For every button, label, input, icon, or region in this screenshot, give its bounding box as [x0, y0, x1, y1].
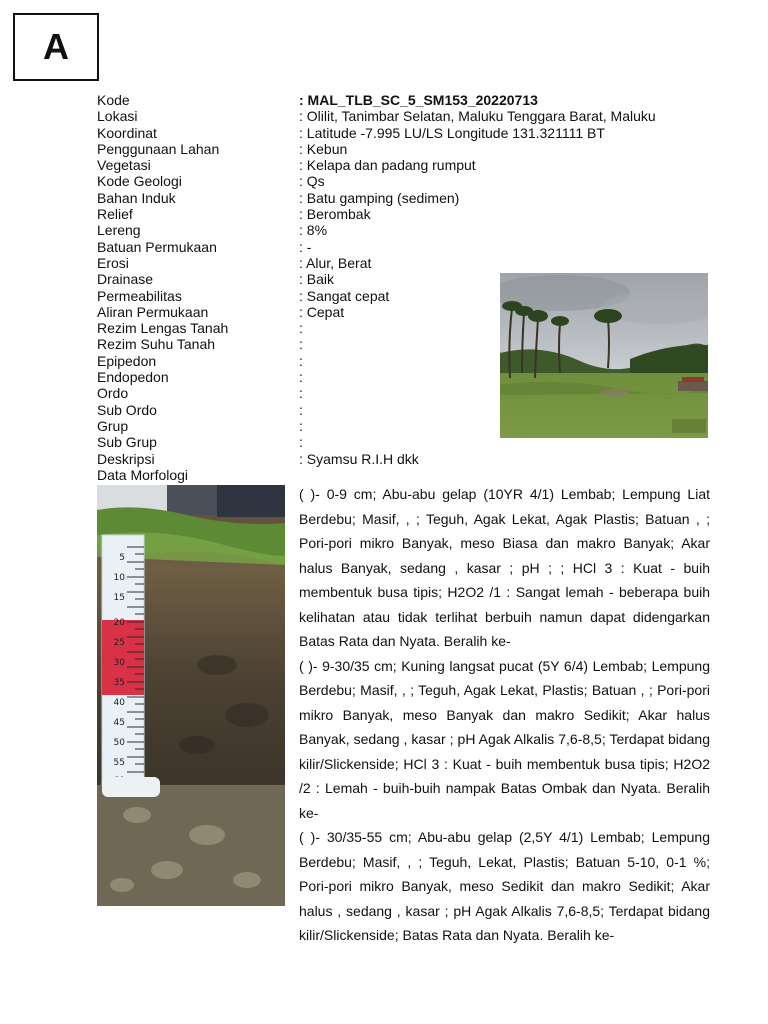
ruler-tick-label: 15 — [113, 593, 125, 603]
field-label: Aliran Permukaan — [97, 303, 209, 320]
field-value: : Batu gamping (sedimen) — [299, 189, 460, 206]
horizon-description: ( )- 0-9 cm; Abu-abu gelap (10YR 4/1) Lembab; Lempung Liat Berdebu; Masif, , ; Teguh, Agak Lekat, Agak Plastis; Batuan , ; Pori-pori mikro Banyak, meso Biasa dan makro Banyak; Akar halus Banyak, sedang , kasar ; pH ; ; HCl 3 : Kuat - buih membentuk busa tipis; H2O2 /1 : Sangat lemah - beberapa buih kelihatan atau tidak terlihat berbuih namun dapat didengarkan Batas Rata dan Nyata. Beralih ke- — [299, 486, 710, 649]
ruler-tick-label: 10 — [113, 573, 125, 583]
field-value: : MAL_TLB_SC_5_SM153_20220713 — [299, 92, 538, 108]
ruler-tick-label: 25 — [113, 638, 125, 648]
field-value: : Olilit, Tanimbar Selatan, Maluku Tenggara Barat, Maluku — [299, 108, 656, 125]
field-label: Vegetasi — [97, 157, 151, 174]
field-value: : — [299, 369, 303, 386]
field-value: : Kelapa dan padang rumput — [299, 157, 476, 174]
field-value: : Sangat cepat — [299, 287, 390, 304]
ruler-tick-label: 55 — [113, 758, 125, 768]
field-label: Rezim Lengas Tanah — [97, 320, 229, 337]
field-row — [97, 239, 657, 255]
field-row — [97, 92, 657, 108]
field-label: Erosi — [97, 254, 129, 271]
field-value: : — [299, 336, 303, 353]
field-label: Data Morfologi — [97, 466, 189, 483]
field-value: : — [299, 352, 303, 369]
section-label-box — [13, 13, 99, 81]
field-value: : Kebun — [299, 140, 348, 157]
field-row — [97, 467, 657, 483]
field-value: : Berombak — [299, 206, 371, 223]
field-value: : - — [299, 238, 312, 255]
field-row — [97, 125, 657, 141]
field-label: Grup — [97, 417, 129, 434]
field-value: : — [299, 434, 303, 451]
field-row — [97, 108, 657, 124]
ruler-tick-label: 5 — [119, 553, 125, 563]
field-label: Ordo — [97, 385, 129, 402]
field-value: : Latitude -7.995 LU/LS Longitude 131.321111 BT — [299, 124, 605, 141]
field-row — [97, 255, 657, 271]
field-label: Kode — [97, 92, 130, 108]
field-row — [97, 451, 657, 467]
field-label: Sub Grup — [97, 434, 157, 451]
landscape-photo-image — [500, 273, 708, 438]
field-label: Permeabilitas — [97, 287, 182, 304]
field-row — [97, 206, 657, 222]
field-label: Koordinat — [97, 124, 157, 141]
morphology-description — [299, 482, 710, 948]
ruler-tick-label: 50 — [113, 738, 125, 748]
field-value: : Cepat — [299, 303, 345, 320]
ruler-tick-label: 40 — [113, 698, 125, 708]
field-row — [97, 190, 657, 206]
field-value: : Alur, Berat — [299, 254, 372, 271]
field-label: Bahan Induk — [97, 189, 176, 206]
ruler-tick-label: 30 — [113, 658, 125, 668]
field-label: Rezim Suhu Tanah — [97, 336, 216, 353]
ruler-tick-label: 45 — [113, 718, 125, 728]
field-label: Lokasi — [97, 108, 138, 125]
field-row — [97, 157, 657, 173]
field-label: Penggunaan Lahan — [97, 140, 220, 157]
field-label: Sub Ordo — [97, 401, 157, 418]
field-value: : — [299, 417, 303, 434]
field-value: : Syamsu R.I.H dkk — [299, 450, 419, 467]
field-label: Kode Geologi — [97, 173, 182, 190]
ruler-tick-label: 35 — [113, 678, 125, 688]
field-value: : 8% — [299, 222, 328, 239]
soil-profile-photo — [97, 485, 285, 906]
field-label: Batuan Permukaan — [97, 238, 217, 255]
field-row — [97, 173, 657, 189]
field-label: Deskripsi — [97, 450, 155, 467]
horizon-description: ( )- 30/35-55 cm; Abu-abu gelap (2,5Y 4/1) Lembab; Lempung Berdebu; Masif, , ; Teguh, Lekat, Plastis; Batuan 5-10, 0-1 %; Pori-pori mikro Banyak, meso Sedikit dan makro Sedikit; Akar halus , sedang , kasar ; pH Agak Alkalis 7,6-8,5; Terdapat bidang kilir/Slickenside; Batas Rata dan Nyata. Beralih ke- — [299, 829, 710, 943]
horizon-description: ( )- 9-30/35 cm; Kuning langsat pucat (5Y 6/4) Lembab; Lempung Berdebu; Masif, , ; Teguh, Agak Lekat, Plastis; Batuan , ; Pori-pori mikro Banyak, meso Banyak dan makro Sedikit; Akar halus Banyak, sedang , kasar ; pH Agak Alkalis 7,6-8,5; Terdapat bidang kilir/Slickenside; HCl 3 : Kuat - buih membentuk busa tipis; H2O2 /2 : Lemah - buih-buih nampak Batas Ombak dan Nyata. Beralih ke- — [299, 657, 710, 821]
field-value: : — [299, 385, 303, 402]
landscape-photo — [500, 273, 708, 438]
field-value: : — [299, 320, 303, 337]
field-row — [97, 222, 657, 238]
field-label: Relief — [97, 206, 133, 223]
field-label: Epipedon — [97, 352, 157, 369]
field-value: : Qs — [299, 173, 325, 190]
soil-profile-image — [97, 485, 285, 906]
field-label: Lereng — [97, 222, 141, 239]
field-value: : — [299, 401, 303, 418]
section-label: A — [43, 26, 69, 67]
field-value: : Baik — [299, 271, 335, 288]
field-row — [97, 141, 657, 157]
field-label: Drainase — [97, 271, 154, 288]
ruler-tick-label: 20 — [113, 618, 125, 628]
field-label: Endopedon — [97, 369, 169, 386]
